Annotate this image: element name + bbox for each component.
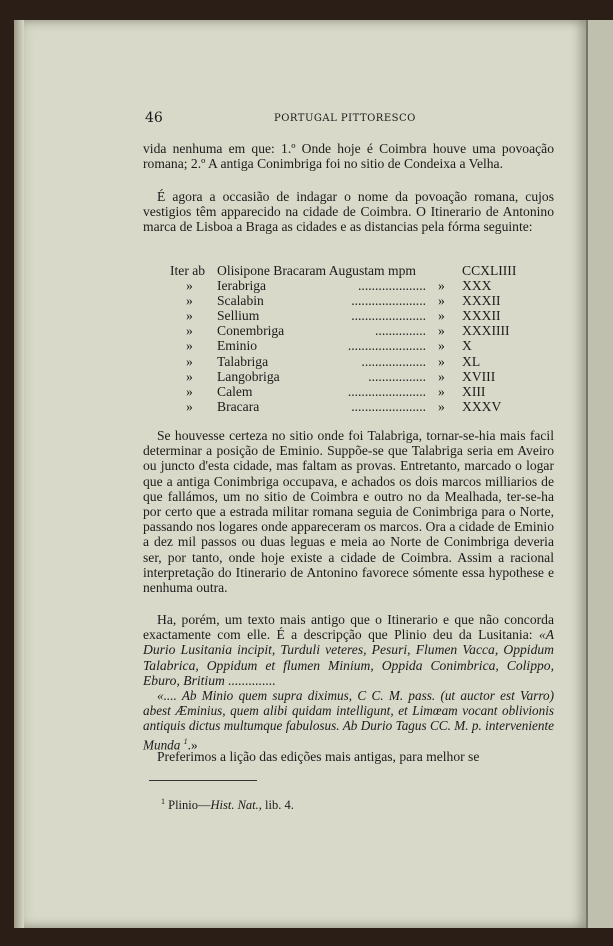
itinerary-row xyxy=(170,354,530,369)
place-name: Ierabriga xyxy=(217,278,267,294)
paragraph-4-intro: Ha, porém, um texto mais antigo que o Itinerario e que não concorda exactamente com elle. É a descripção que Plinio deu da Lusitania: xyxy=(143,612,554,643)
leader-dots: ...................... xyxy=(351,398,426,414)
distance: X xyxy=(462,338,472,354)
itinerary-row xyxy=(170,323,530,338)
distance: XXX xyxy=(462,278,492,294)
itinerary-total: CCXLIIII xyxy=(462,263,517,278)
page-number: 46 xyxy=(145,110,163,126)
itinerary-row xyxy=(170,293,530,308)
footnote-rule xyxy=(149,780,257,781)
paragraph-4 xyxy=(143,612,554,688)
pliny-quote-continued: «.... Ab Minio quem supra diximus, C C. M. pass. (ut auctor est Varro) abest Æminius, quem alibi quidam intelligunt, et Limœam vocant oblivionis antiquis dictus multumque fabulosus. Ab Durio Tagus CC. M. p. interveniente Munda xyxy=(143,688,554,752)
ditto-mark: » xyxy=(186,398,193,414)
ditto-mark: » xyxy=(186,383,193,399)
place-name: Talabriga xyxy=(217,353,269,369)
paragraph-3 xyxy=(143,428,554,595)
leader-dots: .................... xyxy=(358,278,426,294)
distance: XXXV xyxy=(462,398,502,414)
leader-dots: ...................... xyxy=(351,308,426,324)
paragraph-2 xyxy=(143,189,554,235)
ditto-mark: » xyxy=(186,323,193,339)
paragraph-6 xyxy=(143,749,554,764)
itinerary-prefix: Iter ab xyxy=(170,263,206,278)
place-name: Bracara xyxy=(217,398,260,414)
place-name: Calem xyxy=(217,383,253,399)
ditto-mark-2: » xyxy=(438,308,445,324)
ditto-mark: » xyxy=(186,278,193,294)
distance: XXXII xyxy=(462,308,501,324)
itinerary-route: Olisipone Bracaram Augustam mpm xyxy=(217,263,416,278)
ditto-mark-2: » xyxy=(438,293,445,309)
ditto-mark: » xyxy=(186,308,193,324)
running-head: PORTUGAL PITTORESCO xyxy=(274,113,416,124)
leader-dots: ...................... xyxy=(351,293,426,309)
paragraph-1 xyxy=(143,141,554,171)
itinerary-table xyxy=(170,263,530,414)
paragraph-2-text: É agora a occasião de indagar o nome da povoação romana, cujos vestigios têm apparecido na cidade de Coimbra. O Itinerario de Antonino marca de Lisboa a Braga as cidades e as distancias pela fórma seguinte: xyxy=(143,189,554,235)
book-page xyxy=(14,20,586,928)
distance: XXXII xyxy=(462,293,501,309)
place-name: Conembriga xyxy=(217,323,285,339)
paragraph-5-text xyxy=(143,688,554,752)
pliny-quote: «A Durio Lusitania incipit, Turduli veteres, Pesuri, Flumen Vacca, Oppidum Talabrica, Oppidum et flumen Minium, Oppida Conimbrica, Colippo, Eburo, Britium .............. xyxy=(143,627,554,688)
ditto-mark-2: » xyxy=(438,398,445,414)
ditto-mark-2: » xyxy=(438,323,445,339)
paragraph-3-text: Se houvesse certeza no sitio onde foi Talabriga, tornar-se-hia mais facil determinar a posição de Eminio. Suppõe-se que Talabriga seria em Aveiro ou juncto d'esta cidade, mas faltam as provas. Entretanto, marcado o logar que a antiga Conimbriga occupava, e achados os dois marcos milliarios de que fallámos, um no sitio de Coimbra e outro no da Mealhada, ter-se-ha por certo que a estrada militar romana seguia de Conimbriga para o Norte, passando nos logares onde appareceram os marcos. Ora a cidade de Eminio a dez mil passos ou duas leguas e meia ao Norte de Conimbriga deveria ser, por tanto, onde hoje existe a cidade de Coimbra. Assim a racional interpretação do Itinerario de Antonino favorece sómente essa hypothese e nenhuma outra. xyxy=(143,428,554,596)
paragraph-5 xyxy=(143,688,554,752)
footnote-location: lib. 4. xyxy=(265,798,294,813)
ditto-mark-2: » xyxy=(438,338,445,354)
page-header xyxy=(14,110,586,130)
ditto-mark: » xyxy=(186,338,193,354)
distance: XVIII xyxy=(462,368,496,384)
footnote-work: Hist. Nat., xyxy=(210,798,262,813)
quote-close: .» xyxy=(187,737,198,752)
place-name: Scalabin xyxy=(217,293,264,309)
place-name: Eminio xyxy=(217,338,258,354)
distance: XXXIIII xyxy=(462,323,510,339)
itinerary-header-row xyxy=(170,263,530,278)
place-name: Sellium xyxy=(217,308,260,324)
itinerary-row xyxy=(170,338,530,353)
ditto-mark-2: » xyxy=(438,278,445,294)
paragraph-4-text xyxy=(143,612,554,688)
itinerary-row xyxy=(170,384,530,399)
ditto-mark: » xyxy=(186,353,193,369)
ditto-mark: » xyxy=(186,368,193,384)
ditto-mark-2: » xyxy=(438,368,445,384)
itinerary-row xyxy=(170,369,530,384)
footnote-reference: 1 xyxy=(183,736,188,746)
itinerary-row xyxy=(170,308,530,323)
itinerary-row xyxy=(170,399,530,414)
distance: XL xyxy=(462,353,481,369)
itinerary-row xyxy=(170,278,530,293)
paragraph-6-text: Preferimos a lição das edições mais antigas, para melhor se xyxy=(157,749,480,764)
page-gutter-shadow xyxy=(14,20,24,928)
paragraph-1-text: vida nenhuma em que: 1.º Onde hoje é Coimbra houve uma povoação romana; 2.º A antiga Conimbriga foi no sitio de Condeixa a Velha. xyxy=(143,141,554,172)
footnote xyxy=(161,797,294,813)
leader-dots: ............... xyxy=(375,323,426,339)
leader-dots: ....................... xyxy=(347,383,426,399)
leader-dots: ....................... xyxy=(347,338,426,354)
leader-dots: ................... xyxy=(361,353,426,369)
ditto-mark: » xyxy=(186,293,193,309)
next-page-edge xyxy=(586,20,613,928)
distance: XIII xyxy=(462,383,486,399)
footnote-author: Plinio— xyxy=(168,798,211,813)
footnote-marker: 1 xyxy=(161,797,165,806)
leader-dots: ................. xyxy=(368,368,426,384)
ditto-mark-2: » xyxy=(438,353,445,369)
ditto-mark-2: » xyxy=(438,383,445,399)
place-name: Langobriga xyxy=(217,368,280,384)
